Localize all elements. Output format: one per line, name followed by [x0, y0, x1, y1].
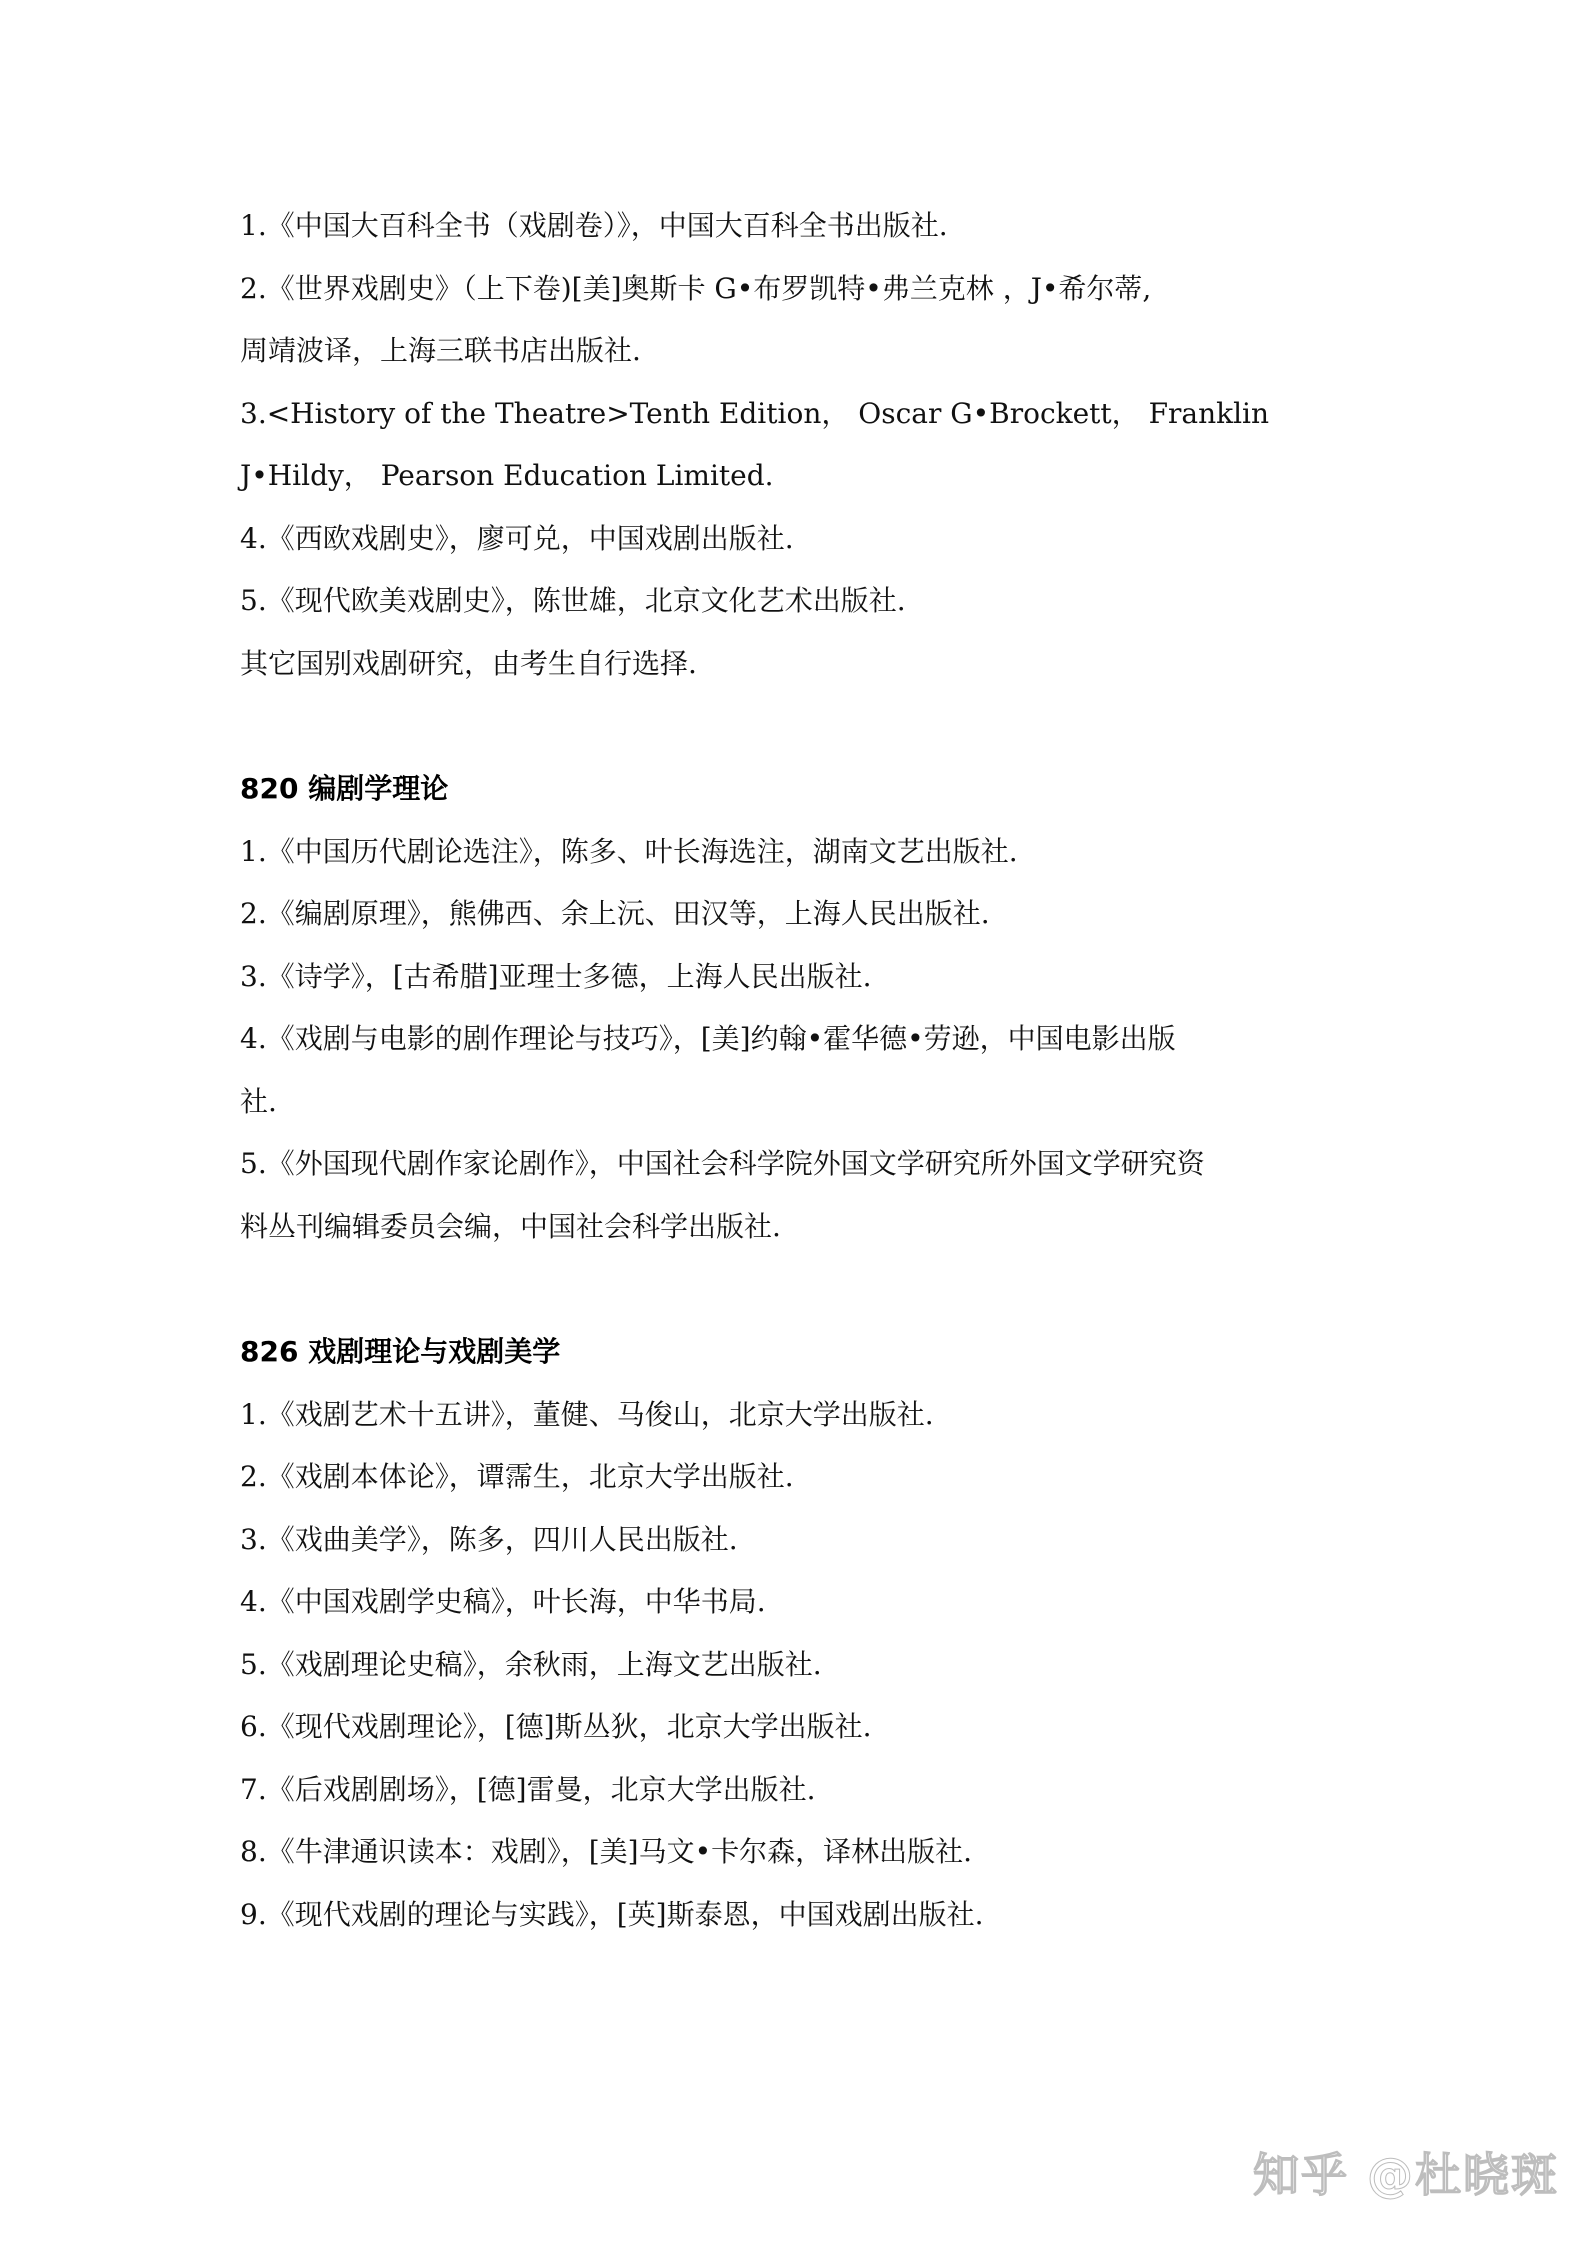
section-heading-820: 820 编剧学理论	[240, 772, 449, 805]
list-item: 8.《牛津通识读本：戏剧》，[美]马文•卡尔森，译林出版社.	[240, 1835, 972, 1868]
list-item: 2.《编剧原理》，熊佛西、余上沅、田汉等，上海人民出版社.	[240, 897, 990, 930]
list-item: 5.《戏剧理论史稿》，余秋雨，上海文艺出版社.	[240, 1647, 822, 1681]
list-item: 3.<History of the Theatre>Tenth Edition， Oscar G•Brockett， Franklin	[240, 396, 1270, 430]
list-item: 6.《现代戏剧理论》，[德]斯丛狄，北京大学出版社.	[240, 1710, 872, 1743]
list-item: 社.	[240, 1084, 277, 1118]
list-item: 9.《现代戏剧的理论与实践》，[英]斯泰恩，中国戏剧出版社.	[240, 1897, 984, 1931]
list-item: 1.《中国历代剧论选注》，陈多、叶长海选注，湖南文艺出版社.	[240, 834, 1018, 868]
document-body	[240, 195, 1360, 1946]
list-item: 1.《中国大百科全书（戏剧卷）》，中国大百科全书出版社.	[240, 209, 948, 242]
list-item: 料丛刊编辑委员会编，中国社会科学出版社.	[240, 1209, 781, 1243]
section-heading-826: 826 戏剧理论与戏剧美学	[240, 1335, 561, 1368]
list-item: 4.《西欧戏剧史》，廖可兑，中国戏剧出版社.	[240, 521, 794, 555]
list-item: 4.《中国戏剧学史稿》，叶长海，中华书局.	[240, 1585, 766, 1618]
list-item: 周靖波译，上海三联书店出版社.	[240, 334, 641, 367]
list-item: 2.《世界戏剧史》（上下卷)[美]奥斯卡 G•布罗凯特•弗兰克林 ，J•希尔蒂,	[240, 271, 1152, 305]
list-item: 3.《诗学》，[古希腊]亚理士多德，上海人民出版社.	[240, 959, 872, 993]
list-item: 2.《戏剧本体论》，谭霈生，北京大学出版社.	[240, 1460, 794, 1493]
section-spacer	[240, 695, 1360, 758]
section-spacer	[240, 1258, 1360, 1321]
list-item: 5.《现代欧美戏剧史》，陈世雄，北京文化艺术出版社.	[240, 584, 906, 617]
list-item: 3.《戏曲美学》，陈多，四川人民出版社.	[240, 1522, 738, 1556]
list-item: 7.《后戏剧剧场》，[德]雷曼，北京大学出版社.	[240, 1772, 816, 1806]
list-item: 5.《外国现代剧作家论剧作》，中国社会科学院外国文学研究所外国文学研究资	[240, 1147, 1205, 1180]
zhihu-watermark: 知乎 @杜晓斑	[1252, 2148, 1559, 2202]
section-826	[240, 1321, 1360, 1946]
list-item: 其它国别戏剧研究，由考生自行选择.	[240, 646, 697, 680]
list-item: J•Hildy， Pearson Education Limited.	[240, 459, 774, 492]
section-820	[240, 758, 1360, 1258]
reference-list-intro	[240, 195, 1360, 695]
list-item: 1.《戏剧艺术十五讲》，董健、马俊山，北京大学出版社.	[240, 1397, 934, 1431]
list-item: 4.《戏剧与电影的剧作理论与技巧》，[美]约翰•霍华德•劳逊，中国电影出版	[240, 1022, 1176, 1055]
